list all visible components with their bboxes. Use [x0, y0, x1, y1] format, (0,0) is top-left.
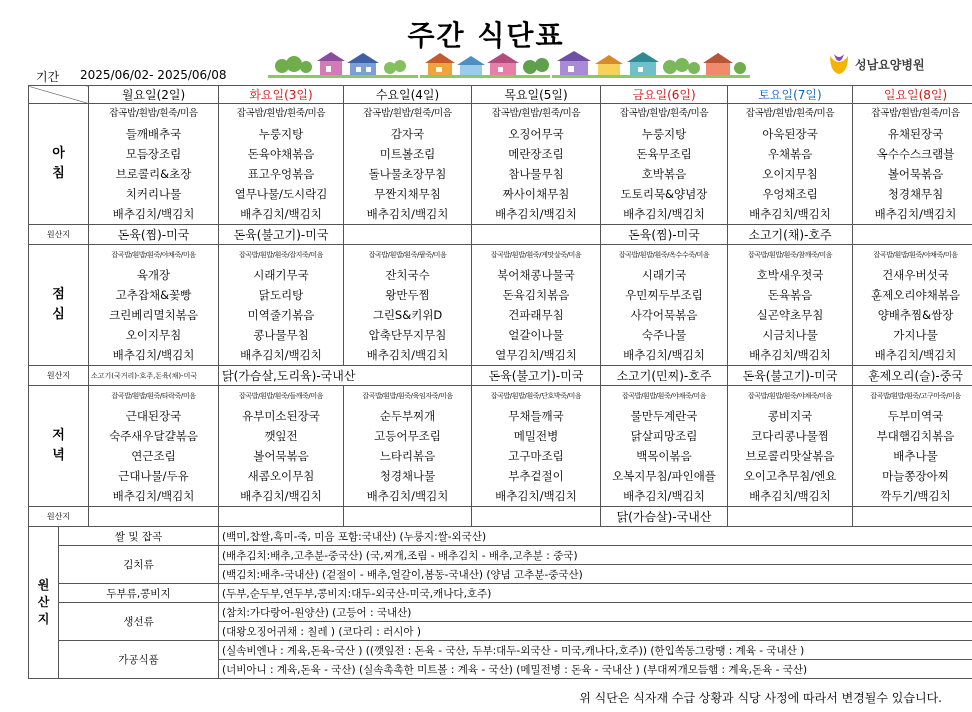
menu-item: 오이지무침	[125, 328, 182, 342]
menu-item: 그린S&키위D	[372, 308, 443, 322]
origin-category: 두부류,콩비지	[59, 584, 219, 603]
origin-label: 원산지	[29, 225, 89, 245]
house-icon	[595, 55, 623, 76]
menu-item: 참나물무침	[508, 167, 564, 181]
menu-item: 사각어묵볶음	[630, 308, 698, 322]
menu-item: 돈육야채볶음	[247, 147, 315, 161]
menu-item: 새콤오이무침	[247, 469, 315, 483]
origin-detail: (배추김치:배추,고추분-중국산) (국,찌개,조림 - 배추김치 - 배추,고추분 : 중국)	[219, 546, 972, 565]
menu-item: 크린베리멸치볶음	[109, 308, 198, 322]
menu-item: 압축단무지무침	[368, 328, 447, 342]
rice-options: 잡곡밥/흰밥/흰죽/미음	[363, 108, 452, 119]
menu-item: 왕만두찜	[385, 288, 430, 302]
origin-detail: (참치:가다랑어-원양산) (고등어 : 국내산)	[219, 603, 972, 622]
menu-item: 배추김치/백김치	[366, 348, 449, 362]
menu-item: 우엉채조림	[762, 187, 818, 201]
menu-item: 브로콜리&초장	[115, 167, 192, 181]
menu-item: 훈제오리야채볶음	[871, 288, 960, 302]
origin-side-char: 산	[37, 595, 50, 609]
menu-item: 메란장조림	[508, 147, 564, 161]
menu-item: 물만두계란국	[630, 409, 698, 423]
tree-icon	[275, 56, 312, 73]
rice-options: 잡곡밥/흰밥/흰죽/야채죽/미음	[111, 251, 196, 259]
period-label: 기간	[36, 70, 60, 84]
meal-label	[29, 104, 89, 225]
origin-cell: 소고기(채)-호주	[728, 225, 853, 245]
menu-item: 가지나물	[893, 328, 938, 342]
menu-item: 유채된장국	[887, 127, 944, 141]
house-icon	[457, 56, 485, 76]
menu-item: 호박볶음	[641, 167, 687, 181]
origin-category: 가공식품	[59, 641, 219, 679]
origin-detail: (백미,찹쌀,흑미-죽, 미음 포함:국내산) (누룽지:쌀-외국산)	[219, 527, 972, 546]
meal-label	[29, 245, 89, 366]
menu-item: 마늘쫑장아찌	[882, 469, 949, 483]
menu-item: 무채들깨국	[508, 409, 564, 423]
menu-item: 배추김치/백김치	[874, 207, 957, 221]
menu-item: 깻잎전	[264, 429, 298, 443]
menu-item: 배추김치/백김치	[112, 348, 195, 362]
house-icon	[347, 53, 379, 76]
menu-item: 호박새우젓국	[756, 268, 824, 282]
rice-options: 잡곡밥/흰밥/흰죽/게맛살죽/미음	[490, 251, 582, 259]
menu-cell	[472, 104, 601, 225]
menu-item: 열무김치/백김치	[495, 348, 577, 362]
origin-category: 김치류	[59, 546, 219, 584]
origin-cell: 훈제오리(슬)-중국	[853, 366, 972, 386]
menu-item: 돈육무조림	[636, 147, 692, 161]
menu-item: 배추김치/백김치	[495, 489, 577, 503]
origin-label: 원산지	[29, 507, 89, 527]
menu-cell	[219, 104, 344, 225]
origin-detail: (너비아니 : 계육,돈육 - 국산) (실속촉촉한 미트볼 : 계육 - 국산) (메밀전병 : 돈육 - 국내산 ) (부대찌개모듬햄 : 계육,돈육 - 국산)	[219, 660, 972, 679]
origin-detail-row	[29, 603, 972, 622]
menu-item: 우채볶음	[767, 147, 813, 161]
menu-item: 아욱된장국	[762, 127, 818, 141]
menu-item: 우민찌두부조림	[625, 288, 703, 302]
menu-item: 고추잡채&꽃빵	[115, 288, 192, 302]
menu-item: 콩나물무침	[253, 328, 309, 342]
rice-options: 잡곡밥/흰밥/흰죽/미음	[236, 108, 326, 119]
menu-item: 돌나물초장무침	[368, 167, 447, 181]
meal-label-char: 녁	[52, 448, 65, 463]
menu-item: 오징어무국	[508, 127, 564, 141]
meal-label	[29, 386, 89, 507]
menu-item: 두부미역국	[887, 409, 944, 423]
rice-options: 잡곡밥/흰밥/흰죽/미음	[491, 108, 581, 119]
menu-item: 근대나물/두유	[118, 469, 189, 483]
menu-item: 시래기국	[641, 268, 687, 282]
meal-label-char: 심	[52, 307, 65, 322]
menu-item: 양배추찜&쌈장	[877, 308, 954, 322]
rice-options: 잡곡밥/흰밥/흰죽/육임자죽/미음	[362, 392, 453, 400]
menu-cell	[601, 245, 728, 366]
origin-cell: 돈육(찜)-미국	[89, 225, 219, 245]
menu-item: 짜사이채무침	[502, 187, 570, 201]
day-header: 월요일(2일)	[89, 86, 219, 104]
menu-item: 오이고추무침/엔요	[743, 469, 837, 483]
origin-cell: 소고기(국거리)-호주,돈육(채)-미국	[89, 366, 219, 386]
rice-options: 잡곡밥/흰밥/흰죽/야채죽/미음	[747, 392, 833, 400]
origin-cell	[472, 507, 601, 527]
menu-cell	[728, 104, 853, 225]
menu-item: 무짠지채무침	[374, 187, 441, 201]
logo-name: 성남요양병원	[855, 57, 925, 72]
menu-item: 배추김치/백김치	[495, 207, 577, 221]
weekly-menu-table	[28, 85, 972, 679]
corner-cell	[29, 86, 89, 104]
menu-item: 배추김치/백김치	[749, 348, 831, 362]
house-icon	[425, 53, 455, 76]
house-icon	[627, 52, 659, 76]
menu-cell	[472, 386, 601, 507]
rice-options: 잡곡밥/흰밥/흰죽/야채죽/미음	[873, 251, 958, 259]
menu-cell	[89, 386, 219, 507]
menu-item: 옥수수스크램블	[876, 147, 955, 161]
menu-item: 배추김치/백김치	[874, 348, 957, 362]
menu-item: 미트볼조림	[379, 147, 436, 161]
hospital-logo	[828, 50, 925, 78]
origin-cell	[344, 507, 472, 527]
menu-cell	[728, 245, 853, 366]
menu-cell	[601, 104, 728, 225]
menu-cell	[853, 104, 972, 225]
menu-item: 실곤약초무침	[756, 308, 824, 322]
menu-item: 유부미소된장국	[242, 409, 320, 423]
menu-item: 닭살피망조림	[630, 429, 698, 443]
origin-label: 원산지	[29, 366, 89, 386]
rice-options: 잡곡밥/흰밥/흰죽/미음	[619, 108, 709, 119]
menu-item: 배추나물	[893, 449, 938, 463]
period-value: 2025/06/02- 2025/06/08	[80, 68, 227, 82]
menu-cell	[344, 386, 472, 507]
day-header: 일요일(8일)	[853, 86, 972, 104]
menu-cell	[89, 104, 219, 225]
menu-item: 부대햄김치볶음	[876, 429, 955, 443]
house-icon	[317, 52, 345, 76]
origin-row	[29, 507, 972, 527]
meal-row	[29, 104, 972, 225]
origin-detail-row	[29, 584, 972, 603]
menu-item: 메밀전병	[513, 429, 559, 443]
menu-item: 배추김치/백김치	[240, 348, 322, 362]
day-header: 토요일(7일)	[728, 86, 853, 104]
menu-item: 미역줄기볶음	[247, 308, 315, 322]
menu-item: 감자국	[390, 127, 425, 141]
menu-item: 배추김치/백김치	[623, 348, 705, 362]
menu-item: 볼어묵볶음	[253, 449, 309, 463]
origin-detail-row	[29, 527, 972, 546]
menu-item: 연근조림	[131, 449, 176, 463]
house-icon	[557, 51, 591, 76]
origin-detail: (실속비엔나 : 계육,돈육-국산 ) ((깻잎전 : 돈육 - 국산, 두부:대두-외국산 - 미국,캐나다,호주)) (한입쏙동그랑땡 : 계육 - 국내산 )	[219, 641, 972, 660]
footer-note: 위 식단은 식자재 수급 상황과 식당 사정에 따라서 변경될수 있습니다.	[579, 691, 942, 705]
origin-cell	[219, 507, 344, 527]
menu-item: 볼어묵볶음	[887, 167, 944, 181]
menu-cell	[344, 104, 472, 225]
menu-cell	[219, 386, 344, 507]
day-header: 금요일(6일)	[601, 86, 728, 104]
origin-category: 생선류	[59, 603, 219, 641]
origin-category: 쌀 및 잡곡	[59, 527, 219, 546]
origin-detail-row	[29, 546, 972, 565]
day-header: 수요일(4일)	[344, 86, 472, 104]
menu-item: 브로콜리맛살볶음	[745, 449, 835, 463]
menu-item: 청경채무침	[887, 187, 944, 201]
menu-item: 오복지무침/파인애플	[612, 469, 716, 483]
menu-cell	[344, 245, 472, 366]
menu-item: 누룽지탕	[641, 127, 687, 141]
menu-item: 고등어무조림	[374, 429, 441, 443]
origin-cell: 소고기(민찌)-호주	[601, 366, 728, 386]
menu-item: 모듬장조림	[125, 147, 182, 161]
rice-options: 잡곡밥/흰밥/흰죽/미음	[109, 108, 198, 119]
origin-detail: (대왕오징어귀채 : 칠레 ) (코다리 : 러시아 )	[219, 622, 972, 641]
rice-options: 잡곡밥/흰밥/흰죽/잡지죽/미음	[238, 251, 324, 259]
village-illustration	[268, 50, 750, 78]
menu-cell	[853, 245, 972, 366]
menu-item: 배추김치/백김치	[749, 207, 831, 221]
rice-options: 잡곡밥/흰밥/흰죽/타락죽/미음	[111, 392, 196, 400]
menu-item: 부추겉절이	[508, 469, 564, 483]
menu-item: 열무나물/도시락김	[234, 187, 328, 201]
origin-cell	[89, 507, 219, 527]
menu-item: 배추김치/백김치	[366, 489, 449, 503]
menu-item: 근대된장국	[125, 409, 182, 423]
rice-options: 잡곡밥/흰밥/흰죽/참깨죽/미음	[747, 251, 833, 259]
rice-options: 잡곡밥/흰밥/흰죽/미음	[745, 108, 835, 119]
menu-cell	[728, 386, 853, 507]
menu-item: 청경채나물	[379, 469, 436, 483]
menu-item: 백목이볶음	[636, 449, 692, 463]
origin-cell: 돈육(불고기)-미국	[472, 366, 601, 386]
meal-label-char: 점	[52, 287, 65, 302]
menu-cell	[472, 245, 601, 366]
house-icon	[703, 53, 733, 76]
menu-item: 배추김치/백김치	[623, 489, 705, 503]
menu-item: 북어채콩나물국	[497, 268, 575, 282]
menu-item: 코다리콩나물찜	[751, 429, 829, 443]
meal-row	[29, 245, 972, 366]
house-icon	[487, 53, 519, 76]
menu-item: 육개장	[136, 268, 171, 282]
origin-side-label	[29, 527, 59, 679]
menu-item: 오이지무침	[762, 167, 818, 181]
menu-item: 누룽지탕	[258, 127, 304, 141]
menu-item: 배추김치/백김치	[623, 207, 705, 221]
menu-item: 표고우엉볶음	[247, 167, 315, 181]
rice-options: 잡곡밥/흰밥/흰죽/단호박죽/미음	[490, 392, 582, 400]
origin-cell	[728, 507, 853, 527]
origin-row	[29, 225, 972, 245]
page-title: 주간 식단표	[407, 19, 565, 52]
menu-item: 들깨배추국	[125, 127, 182, 141]
menu-item: 시금치나물	[762, 328, 818, 342]
menu-cell	[89, 245, 219, 366]
origin-cell: 돈육(찜)-미국	[601, 225, 728, 245]
origin-detail: (백김치:배추-국내산) (겉절이 - 배추,얼갈이,봄동-국내산) (양념 고추분-중국산)	[219, 565, 972, 584]
menu-cell	[601, 386, 728, 507]
menu-item: 잔치국수	[385, 268, 430, 282]
rice-options: 잡곡밥/흰밥/흰죽/야채죽/미음	[621, 392, 707, 400]
menu-item: 돈육김치볶음	[502, 288, 570, 302]
rice-options: 잡곡밥/흰밥/흰죽/팥죽/미음	[368, 251, 447, 259]
origin-cell	[853, 507, 972, 527]
rice-options: 잡곡밥/흰밥/흰죽/옥수수죽/미음	[618, 251, 710, 259]
menu-item: 배추김치/백김치	[112, 489, 195, 503]
origin-detail: (두부,순두부,연두부,콩비지:대두-외국산-미국,캐나다,호주)	[219, 584, 972, 603]
menu-item: 치커리나물	[125, 187, 182, 201]
menu-item: 건파래무침	[508, 308, 564, 322]
menu-item: 배추김치/백김치	[749, 489, 831, 503]
menu-item: 배추김치/백김치	[240, 489, 322, 503]
day-header: 화요일(3일)	[219, 86, 344, 104]
menu-item: 콩비지국	[767, 409, 813, 423]
menu-item: 도토리묵&양념장	[620, 187, 708, 201]
origin-cell	[472, 225, 601, 245]
logo-icon	[828, 52, 850, 76]
meal-label-char: 아	[52, 146, 65, 161]
origin-side-char: 지	[37, 612, 50, 626]
menu-item: 건새우버섯국	[882, 268, 949, 282]
day-header: 목요일(5일)	[472, 86, 601, 104]
menu-item: 시래기무국	[253, 268, 309, 282]
menu-item: 배추김치/백김치	[366, 207, 449, 221]
origin-cell: 닭(가슴살)-국내산	[601, 507, 728, 527]
origin-detail-row	[29, 641, 972, 660]
origin-cell: 돈육(불고기)-미국	[728, 366, 853, 386]
menu-cell	[853, 386, 972, 507]
day-header-row	[29, 86, 972, 104]
meal-label-char: 침	[52, 166, 65, 181]
origin-cell: 돈육(불고기)-미국	[219, 225, 344, 245]
menu-item: 숙주나물	[641, 328, 687, 342]
menu-cell	[219, 245, 344, 366]
menu-item: 돈육볶음	[767, 288, 813, 302]
origin-row	[29, 366, 972, 386]
menu-item: 숙주새우달걀볶음	[109, 429, 198, 443]
origin-side-char: 원	[37, 578, 50, 592]
menu-item: 배추김치/백김치	[112, 207, 195, 221]
menu-item: 배추김치/백김치	[240, 207, 322, 221]
menu-item: 얼갈이나물	[508, 328, 564, 342]
rice-options: 잡곡밥/흰밥/흰죽/고구마죽/미음	[870, 392, 961, 400]
meal-label-char: 저	[52, 428, 65, 443]
menu-item: 닭도리탕	[258, 288, 304, 302]
origin-cell	[853, 225, 972, 245]
rice-options: 잡곡밥/흰밥/흰죽/미음	[871, 108, 960, 119]
menu-item: 고구마조림	[508, 449, 564, 463]
menu-item: 느타리볶음	[379, 449, 436, 463]
menu-item: 순두부찌개	[379, 409, 436, 423]
rice-options: 잡곡밥/흰밥/흰죽/들깨죽/미음	[238, 392, 324, 400]
meal-row	[29, 386, 972, 507]
origin-cell	[344, 225, 472, 245]
origin-cell: 닭(가슴살,도리육)-국내산	[219, 366, 472, 386]
menu-item: 깍두기/백김치	[880, 489, 951, 503]
